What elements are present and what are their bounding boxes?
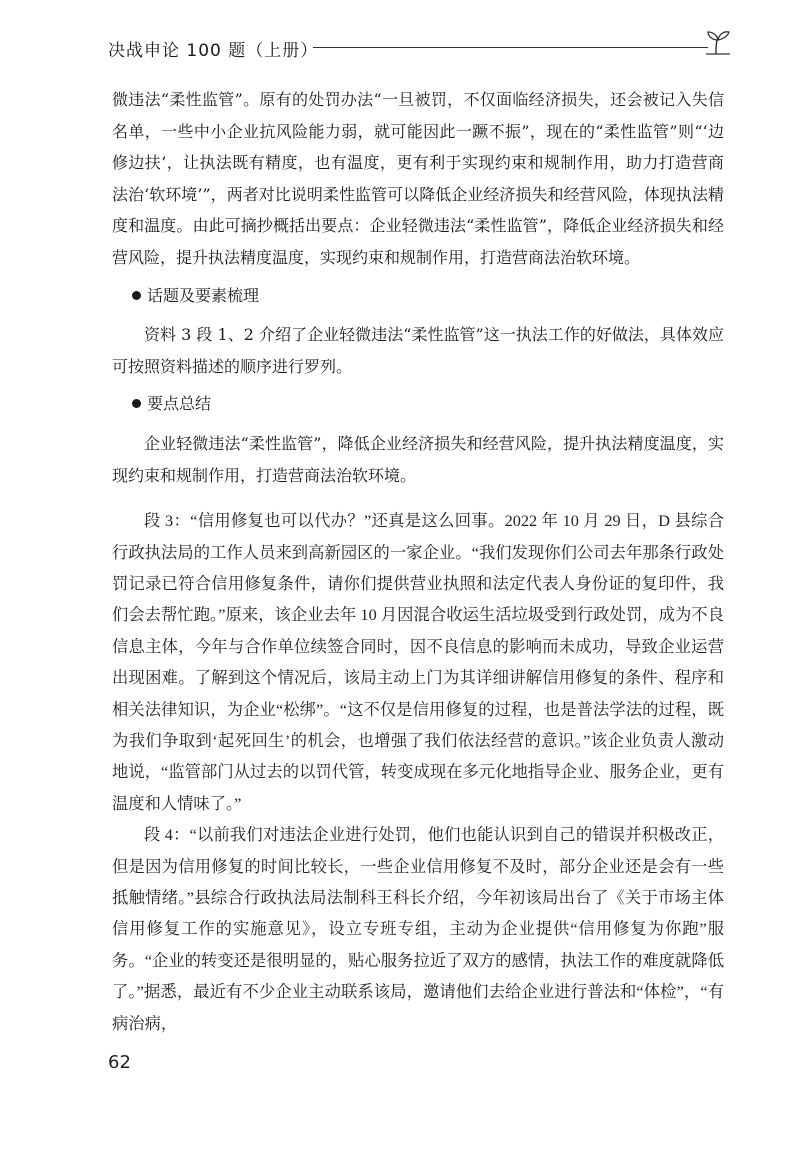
book-title: 决战申论 100 题（上册） (108, 41, 319, 61)
analysis-paragraph: 微违法“柔性监管”。原有的处罚办法“一旦被罚，不仅面临经济损失，还会被记入失信名单，一些中小企业抗风险能力弱，就可能因此一蹶不振”，现在的“柔性监管”则“‘边修边扶’，让执法既有精度，也有温度，更有利于实现约束和规制作用，助力打造营商法治‘软环境’”，两者对比说明柔性监管可以降低企业经济损失和经营风险，体现执法精度和温度。由此可摘抄概括出要点：企业轻微违法“柔性监管”，降低企业经济损失和经营风险，提升执法精度温度，实现约束和规制作用，打造营商法治软环境。 (112, 90, 724, 267)
running-header (108, 30, 728, 70)
summary-heading (112, 388, 724, 420)
page-number: 62 (108, 1052, 131, 1073)
bullet-dot-icon (132, 291, 141, 300)
topic-text: 资料 3 段 1、2 介绍了企业轻微违法“柔性监管”这一执法工作的好做法，具体效应可按照资料描述的顺序进行罗列。 (112, 325, 724, 376)
bullet-dot-icon (132, 399, 141, 408)
source-material (112, 505, 724, 1039)
topic-heading-label: 话题及要素梳理 (147, 285, 260, 305)
topic-heading (112, 280, 724, 312)
summary-heading-label: 要点总结 (147, 394, 212, 414)
material-paragraph-4: 段 4：“以前我们对违法企业进行处罚，他们也能认识到自己的错误并积极改正，但是因为信用修复的时间比较长，一些企业信用修复不及时，部分企业还是会有一些抵触情绪。”县综合行政执法局法制科王科长介绍，今年初该局出台了《关于市场主体信用修复工作的实施意见》，设立专班专组，主动为企业提供“信用修复为你跑”服务。“企业的转变还是很明显的，贴心服务拉近了双方的感情，执法工作的难度就降低了。”据悉，最近有不少企业主动联系该局，邀请他们去给企业进行普法和“体检”，“有病治病， (112, 825, 724, 1033)
summary-text: 企业轻微违法“柔性监管”，降低企业经济损失和经营风险，提升执法精度温度，实现约束和规制作用，打造营商法治软环境。 (112, 433, 724, 485)
header-rule (313, 47, 708, 48)
page-body (112, 84, 724, 1039)
material-paragraph-3: 段 3：“信用修复也可以代办？”还真是这么回事。2022 年 10 月 29 日，D 县综合行政执法局的工作人员来到高新园区的一家企业。“我们发现你们公司去年那条行政处罚记录已符合信用修复条件，请你们提供营业执照和法定代表人身份证的复印件，我们会去帮忙跑。”原来，该企业去年 10 月因混合收运生活垃圾受到行政处罚，成为不良信息主体，今年与合作单位续签合同时，因不良信息的影响而未成功，导致企业运营出现困难。了解到这个情况后，该局主动上门为其详细讲解信用修复的条件、程序和相关法律知识，为企业“松绑”。“这不仅是信用修复的过程，也是普法学法的过程，既为我们争取到‘起死回生’的机会，也增强了我们依法经营的意识。”该企业负责人激动地说，“监管部门从过去的以罚代管，转变成现在多元化地指导企业、服务企业，更有温度和人情味了。” (112, 511, 724, 813)
sprout-icon (704, 30, 732, 56)
